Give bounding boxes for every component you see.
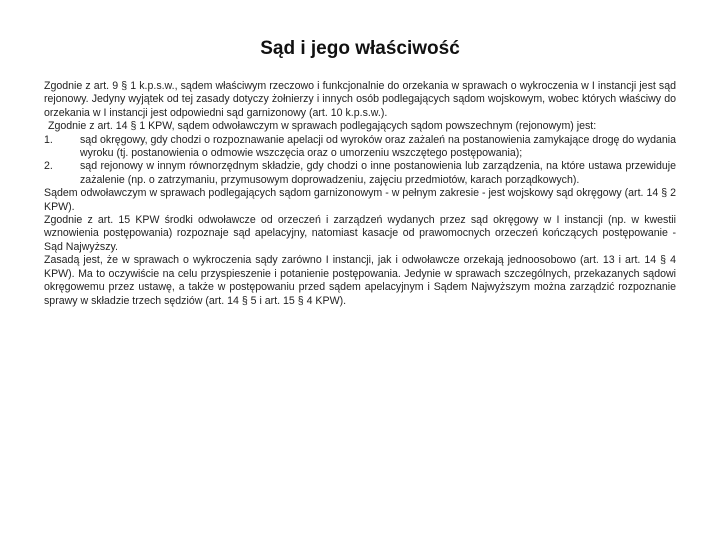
paragraph-appeal-court-intro: Zgodnie z art. 14 § 1 KPW, sądem odwoławczym w sprawach podlegających sądom powszechnym (rejonowym) jest: (48, 120, 597, 133)
list-item-number: 1. (44, 133, 53, 146)
slide-body (44, 80, 676, 308)
list-item-text: sąd okręgowy, gdy chodzi o rozpoznawanie apelacji od wyroków oraz zażaleń na postanowienia zamykające drogę do wydania wyroku (tj. postanowienia o odmowie wszczęcia oraz o umorzeniu wszczętego postępowania); (80, 133, 676, 160)
paragraph-jurisdiction-first-instance: Zgodnie z art. 9 § 1 k.p.s.w., sądem właściwym rzeczowo i funkcjonalnie do orzekania w sprawach o wykroczenia w I instancji jest sąd rejonowy. Jedyny wyjątek od tej zasady dotyczy żołnierzy i innych osób podlegających sądom wojskowym, wobec których właściwy do orzekania w I instancji jest odpowiedni sąd garnizonowy (art. 10 k.p.s.w.). (44, 80, 676, 119)
paragraph-composition: Zasadą jest, że w sprawach o wykroczenia sądy zarówno I instancji, jak i odwoławcze orzekają jednoosobowo (art. 13 i art. 14 § 4 KPW). Ma to oczywiście na celu przyspieszenie i potanienie postępowania. Jedynie w sprawach szczególnych, przekazanych sądowi okręgowemu przez ustawę, a także w postępowaniu przed sądem apelacyjnym i Sądem Najwyższym można zarządzić rozpoznanie sprawy w składzie trzech sędziów (art. 14 § 5 i art. 15 § 4 KPW). (44, 254, 676, 307)
paragraph-military-appeal: Sądem odwoławczym w sprawach podlegających sądom garnizonowym - w pełnym zakresie - jest wojskowy sąd okręgowy (art. 14 § 2 KPW). (44, 187, 676, 213)
slide-title: Sąd i jego właściwość (260, 38, 460, 59)
list-item-number: 2. (44, 160, 53, 173)
list-item (44, 160, 676, 187)
paragraph-art-15: Zgodnie z art. 15 KPW środki odwoławcze od orzeczeń i zarządzeń wydanych przez sąd okręgowy w I instancji (np. w kwestii wznowienia postępowania) rozpoznaje sąd apelacyjny, natomiast kasacje od prawomocnych orzeczeń kończących postępowanie - Sąd Najwyższy. (44, 214, 676, 253)
list-item-text: sąd rejonowy w innym równorzędnym składzie, gdy chodzi o inne postanowienia lub zarządzenia, na które ustawa przewiduje zażalenie (np. o zatrzymaniu, przymusowym doprowadzeniu, zajęciu przedmiotów, karach porządkowych). (80, 160, 676, 186)
list-item (44, 134, 676, 161)
